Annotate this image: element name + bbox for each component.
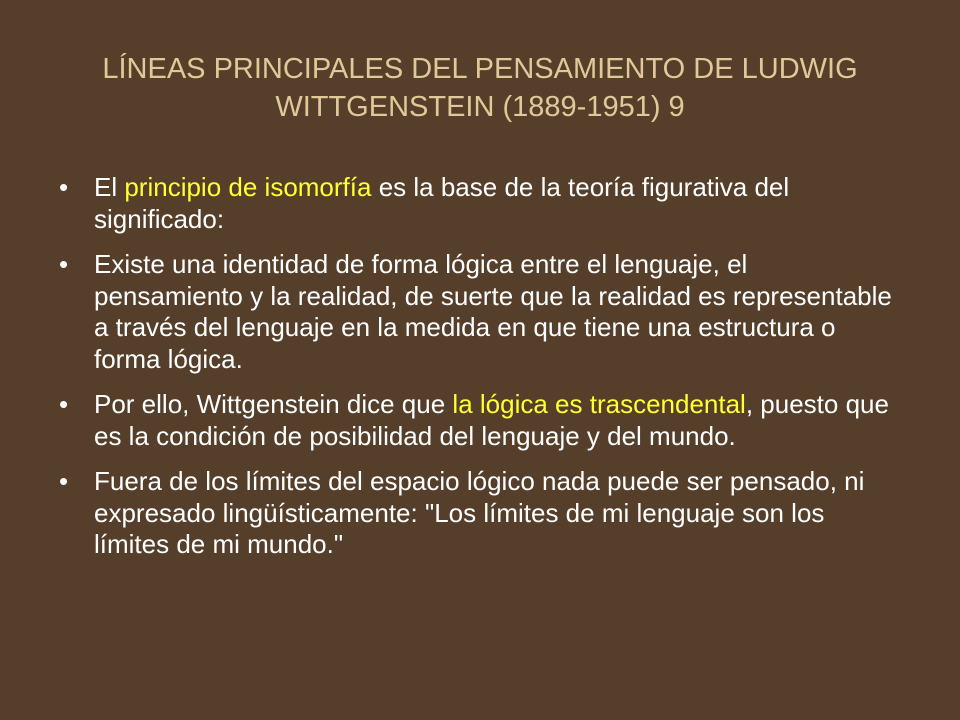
- bullet-1-highlight: principio de isomorfía: [124, 172, 372, 202]
- bullet-marker: •: [59, 466, 69, 496]
- bullet-2-text: Existe una identidad de forma lógica entre el lenguaje, el pensamiento y la realidad, de suerte que la realidad es representable a través del lenguaje en la medida en que tiene una estructura o forma lógica.: [94, 249, 892, 374]
- bullet-1-text-end: es la base de la teoría figurativa del significado:: [94, 172, 790, 234]
- bullet-item-3: [59, 389, 899, 452]
- bullet-item-1: [59, 172, 899, 235]
- bullet-marker: •: [59, 389, 69, 419]
- bullet-3-highlight: la lógica es trascendental: [452, 389, 746, 419]
- bullet-item-2: [59, 249, 899, 375]
- bullet-3-text-start: Por ello, Wittgenstein dice que: [94, 389, 453, 419]
- bullet-marker: •: [59, 172, 69, 202]
- slide-title: [48, 50, 912, 126]
- bullet-list: [59, 172, 899, 575]
- bullet-1-text-start: El: [94, 172, 125, 202]
- bullet-4-text: Fuera de los límites del espacio lógico nada puede ser pensado, ni expresado lingüísticamente: "Los límites de mi lenguaje son los límites de mi mundo.": [94, 466, 865, 559]
- bullet-marker: •: [59, 249, 69, 279]
- bullet-item-4: [59, 466, 899, 561]
- bullet-3-text-end: , puesto que es la condición de posibilidad del lenguaje y del mundo.: [94, 389, 889, 451]
- slide-title-line-2: WITTGENSTEIN (1889-1951) 9: [275, 91, 685, 123]
- slide-title-line-1: LÍNEAS PRINCIPALES DEL PENSAMIENTO DE LUDWIG: [102, 53, 858, 85]
